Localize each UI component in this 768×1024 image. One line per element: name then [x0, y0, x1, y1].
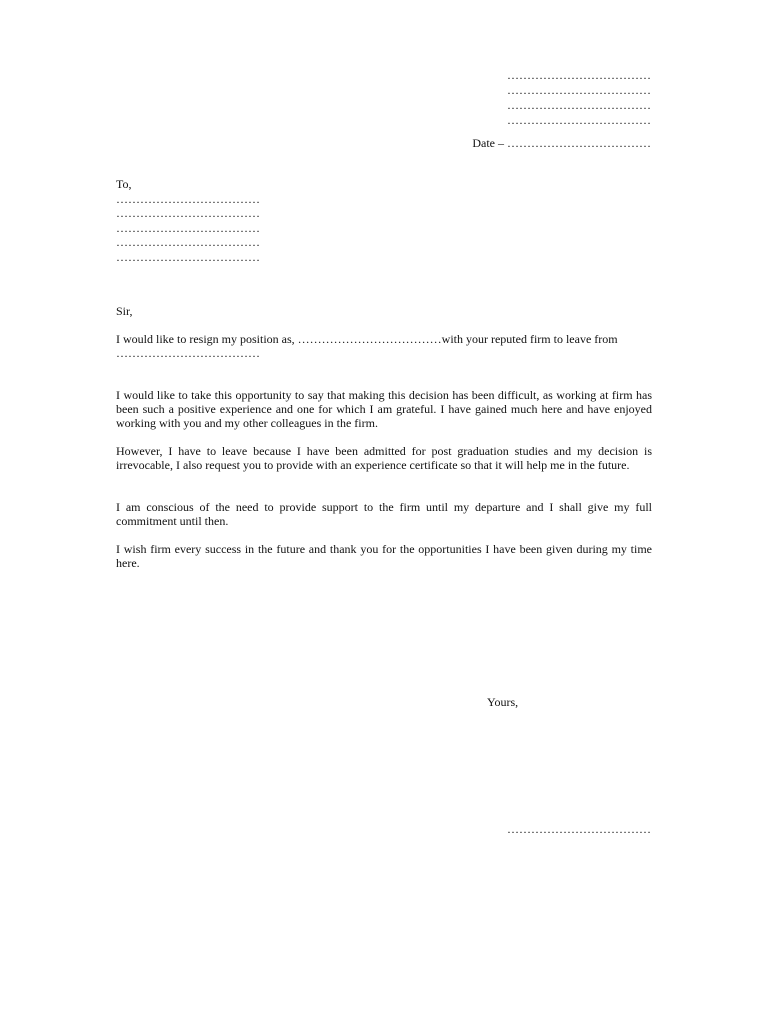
body-paragraph-3	[116, 444, 652, 472]
paragraph-text: I wish firm every success in the future and thank you for the opportunities I have been given during my time here.	[116, 542, 652, 570]
closing: Yours,	[487, 695, 519, 709]
recipient-address-line: ………………………………	[116, 206, 260, 220]
paragraph-text: However, I have to leave because I have been admitted for post graduation studies and my decision is irrevocable, I also request you to provide with an experience certificate so that it will help me in the future.	[116, 444, 652, 472]
paragraph-text: I would like to take this opportunity to say that making this decision has been difficult, as working at firm has been such a positive experience and one for which I am grateful. I have gained much here and have enjoyed working with you and my other colleagues in the firm.	[116, 388, 652, 430]
paragraph-text: I would like to resign my position as, ………………………………with your reputed firm to leave from ………………………………	[116, 332, 618, 360]
to-label: To,	[116, 177, 132, 191]
body-paragraph-4	[116, 500, 652, 528]
paragraph-text: I am conscious of the need to provide support to the firm until my departure and I shall give my full commitment until then.	[116, 500, 652, 528]
sender-address-line: ………………………………	[507, 83, 651, 97]
recipient-block	[116, 177, 260, 264]
recipient-address-line: ………………………………	[116, 249, 260, 264]
sender-address-block	[507, 68, 651, 128]
recipient-address-line: ………………………………	[116, 235, 260, 249]
recipient-address-line: ………………………………	[116, 220, 260, 235]
recipient-address-line: ………………………………	[116, 191, 260, 206]
sender-address-line: ………………………………	[507, 68, 651, 82]
body-paragraph-5	[116, 542, 652, 570]
body-paragraph-1	[116, 332, 636, 360]
sender-address-line: ………………………………	[507, 113, 651, 127]
salutation: Sir,	[116, 304, 133, 318]
sender-address-line: ………………………………	[507, 98, 651, 112]
date-line: Date – ………………………………	[472, 136, 651, 150]
body-paragraph-2	[116, 388, 652, 430]
signature-line: ………………………………	[507, 822, 651, 836]
